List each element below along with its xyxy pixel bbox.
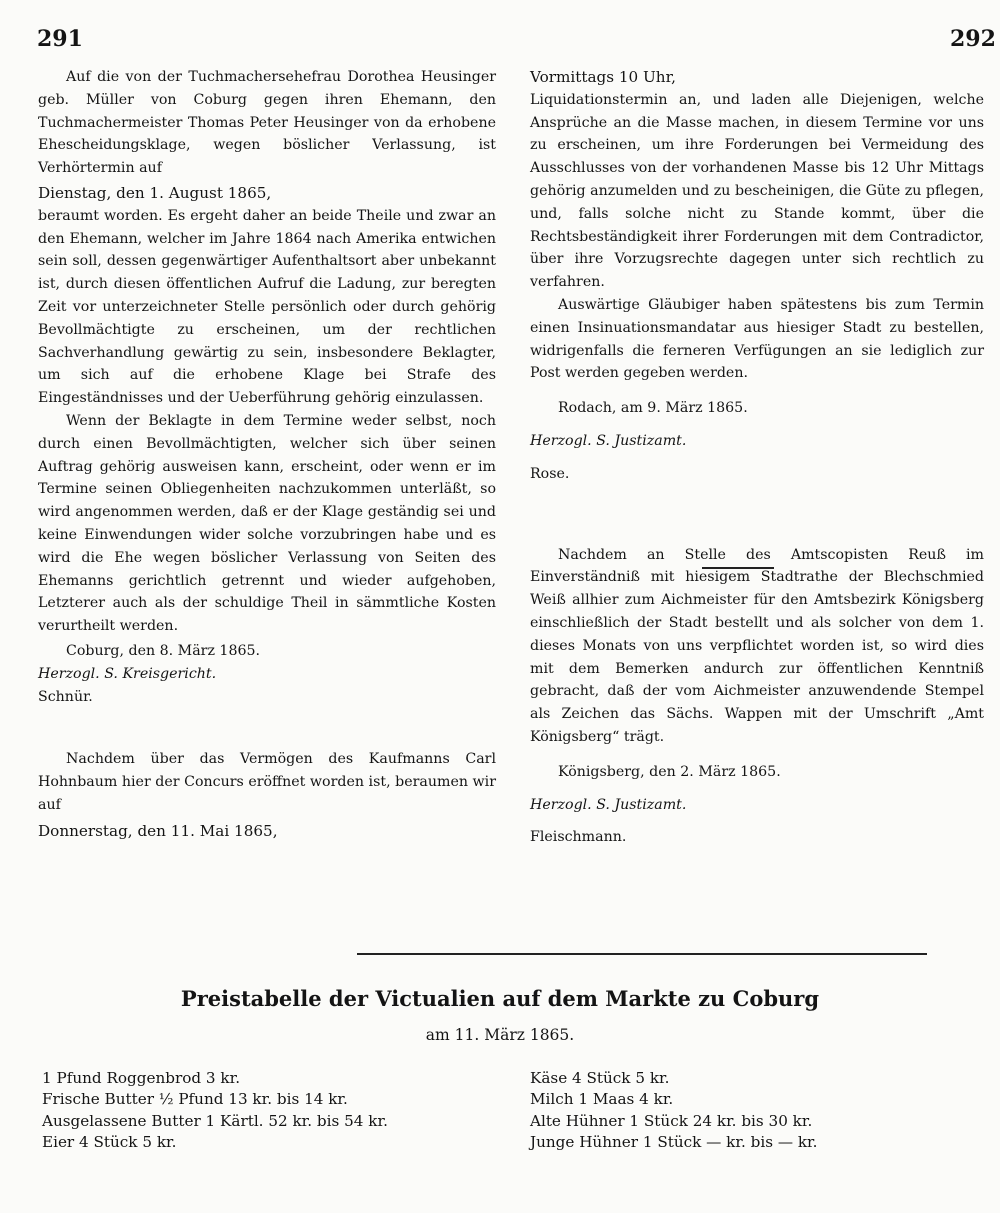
section-divider-short [702,567,774,569]
signature-schnuer: Schnür. [38,688,93,705]
place-date-rodach: Rodach, am 9. März 1865. [558,400,748,417]
aichmeister-notice-paragraph: Nachdem an Stelle des Amtscopisten Reuß im Einverständniß mit hiesigem Stadtrathe der Blechschmied Weiß allhier zum Aichmeister für den Amtsbezirk Königsberg einschließlich der Stadt bestellt und als solcher von dem 1. dieses Monats von uns verpflichtet worden ist, so wird dies mit dem Bemerken andurch zur öffentlichen Kenntniß gebracht, daß der vom Aichmeister anzuwendende Stempel als Zeichen das Sächs. Wappen mit der Umschrift „Amt Königsberg“ trägt. [530,546,984,745]
price-item: Käse 4 Stück 5 kr. [530,1069,670,1087]
page-number-left: 291 [37,26,83,52]
price-item: Eier 4 Stück 5 kr. [42,1133,177,1152]
price-list-right [530,1068,817,1154]
signature-rose: Rose. [530,465,570,482]
place-date-koenigsberg: Königsberg, den 2. März 1865. [558,763,781,780]
place-date-coburg: Coburg, den 8. März 1865. [66,642,261,659]
authority-justizamt-koenigsberg: Herzogl. S. Justizamt. [530,796,687,813]
right-column [530,66,984,849]
price-item: Frische Butter ½ Pfund 13 kr. bis 14 kr. [42,1090,348,1109]
summons-paragraph: beraumt worden. Es ergeht daher an beide Theile und zwar an den Ehemann, welcher im Jahre 1864 nach Amerika entwichen sein soll, dessen gegenwärtiger Aufenthaltsort aber unbekannt ist, durch diesen öffentlichen Aufruf die Ladung, zur beregten Zeit vor unterzeichneter Stelle persönlich oder durch gehörig Bevollmächtigte zu erscheinen, um der rechtlichen Sachverhandlung gewärtig zu sein, insbesondere Beklagter, um sich auf die erhobene Klage bei Strafe des Eingeständnisses und der Ueberführung gehörig einzulassen. [38,207,496,407]
page-number-right: 292 [950,26,996,52]
authority-kreisgericht: Herzogl. S. Kreisgericht. [38,665,217,682]
default-consequence-paragraph: Wenn der Beklagte in dem Termine weder selbst, noch durch einen Bevollmächtigten, welcher sich über seinen Auftrag gehörig ausweisen kann, erscheint, oder wenn er im Termine seinen Obliegenheiten nachzukommen unterläßt, so wird angenommen werden, daß er der Klage geständig sei und keine Einwendungen wider solche vorzubringen habe und es wird die Ehe wegen böslicher Verlassung von Seiten des Ehemanns gerichtlich getrennt und wieder aufgehoben, Letzterer auch als der schuldige Theil in sämmtliche Kosten verurtheilt werden. [38,412,496,635]
price-table-title: Preistabelle der Victualien auf dem Markte zu Coburg [180,986,820,1011]
liquidation-paragraph: Liquidationstermin an, und laden alle Diejenigen, welche Ansprüche an die Masse machen, in diesem Termine vor uns zu erscheinen, um ihre Forderungen bei Vermeidung des Ausschlusses von der vorhandenen Masse bis 12 Uhr Mittags gehörig anzumelden und zu bescheinigen, die Güte zu pflegen, und, falls solche nicht zu Stande kommt, über die Rechtsbeständigkeit ihrer Forderungen mit dem Contradictor, über ihre Vorzugsrechte dagegen unter sich rechtlich zu verfahren. [530,91,984,291]
hearing-date: Dienstag, den 1. August 1865, [38,183,272,202]
price-item: Milch 1 Maas 4 kr. [530,1090,674,1109]
price-item: 1 Pfund Roggenbrod 3 kr. [42,1069,241,1087]
divorce-notice-paragraph: Auf die von der Tuchmachersehefrau Dorothea Heusinger geb. Müller von Coburg gegen ihren Ehemann, den Tuchmachermeister Thomas Peter Heusinger von da erhobene Ehescheidungsklage, wegen böslicher Verlassung, ist Verhörtermin auf [38,69,496,177]
price-table-date: am 11. März 1865. [425,1026,575,1044]
price-item: Alte Hühner 1 Stück 24 kr. bis 30 kr. [530,1111,813,1130]
price-list-left [42,1068,388,1154]
section-divider-long [357,953,927,955]
liquidation-date: Donnerstag, den 11. Mai 1865, [38,821,278,840]
foreign-creditors-paragraph: Auswärtige Gläubiger haben spätestens bis zum Termin einen Insinuationsmandatar aus hiesiger Stadt zu bestellen, widrigenfalls die ferneren Verfügungen an sie lediglich zur Post werden gegeben werden. [530,296,984,382]
price-item: Junge Hühner 1 Stück — kr. bis — kr. [530,1133,818,1152]
liquidation-time: Vormittags 10 Uhr, [530,68,676,86]
left-column [38,66,496,843]
concurs-notice-paragraph: Nachdem über das Vermögen des Kaufmanns Carl Hohnbaum hier der Concurs eröffnet worden ist, beraumen wir auf [38,751,496,813]
signature-fleischmann: Fleischmann. [530,829,627,846]
authority-justizamt-rodach: Herzogl. S. Justizamt. [530,432,687,449]
price-item: Ausgelassene Butter 1 Kärtl. 52 kr. bis 54 kr. [42,1111,388,1130]
